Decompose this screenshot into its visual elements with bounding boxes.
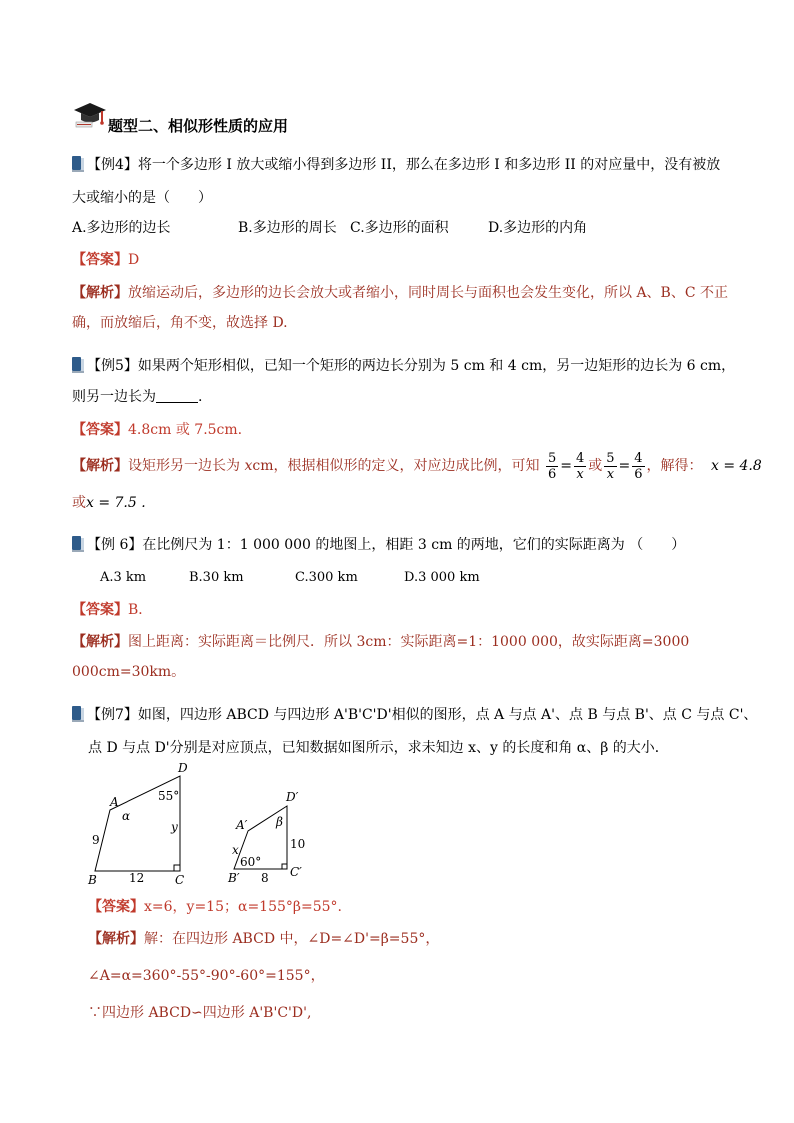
answer-blank (156, 388, 198, 403)
label-side-10: 10 (290, 837, 306, 851)
ex5-analysis-line2: 或x = 7.5 . (72, 495, 146, 511)
fraction-4-6: $\frac{4}{6}$ (634, 450, 643, 482)
ex6-answer: 【答案】B． (72, 602, 153, 618)
option-a: A.3 km (100, 570, 147, 585)
label-b: B (88, 873, 97, 887)
option-b: B.30 km (189, 570, 244, 585)
ex7-analysis-line2: ∠A=α=360°-55°-90°-60°=155°， (88, 968, 325, 984)
label-side-x: x (232, 843, 239, 857)
option-d: D.多边形的内角 (488, 220, 588, 236)
option-d: D.3 000 km (404, 570, 480, 585)
book-icon (72, 357, 85, 373)
ex4-tag: 【例4】 (87, 157, 138, 173)
label-b-prime: B′ (228, 871, 240, 885)
ex5-answer: 【答案】4.8cm 或 7.5cm. (72, 422, 243, 438)
solution-1: x = 4.8 (710, 458, 762, 474)
label-d-prime: D′ (286, 790, 299, 804)
label-side-ab: 9 (92, 833, 100, 847)
ex7-tag: 【例7】 (87, 707, 138, 723)
ex7-figure (82, 760, 322, 890)
ex5-question-line1: 【例5】如果两个矩形相似，已知一个矩形的两边长分别为 5 cm 和 4 cm，另一边矩形的边长为 6 cm， (72, 356, 735, 376)
book-icon (72, 156, 85, 172)
option-c: C.多边形的面积 (350, 220, 449, 236)
ex4-analysis-line1: 【解析】放缩运动后，多边形的边长会放大或者缩小，同时周长与面积也会发生变化，所以 A、B、C 不正 (72, 285, 729, 301)
label-c-prime: C′ (290, 865, 302, 879)
ex5-analysis-line1: 【解析】设矩形另一边长为 xcm，根据相似形的定义，对应边成比例，可知 $\frac{5}{6}$ = $\frac{4}{x}$ 或 $\frac{5}{x}$ = $\frac{4}{6}$ ，解得： x = 4.8 (72, 450, 762, 482)
label-a: A (110, 795, 119, 809)
ex6-tag: 【例 6】 (87, 537, 143, 553)
fraction-4-x: $\frac{4}{x}$ (575, 450, 585, 482)
ex6-question: 【例 6】在比例尺为 1：1 000 000 的地图上，相距 3 cm 的两地，它们的实际距离为 （ ） (72, 535, 685, 555)
ex6-analysis-line2: 000cm=30km。 (72, 664, 186, 680)
ex5-question-line2: 则另一边长为 . (72, 389, 203, 405)
label-angle-b-prime: 60° (240, 855, 262, 869)
ex7-analysis-line1: 【解析】解：在四边形 ABCD 中，∠D=∠D'=β=55°， (88, 931, 440, 947)
label-side-cd: y (171, 820, 178, 834)
option-c: C.300 km (295, 570, 358, 585)
ex7-answer: 【答案】x=6，y=15；α=155°β=55°. (88, 899, 342, 915)
ex7-analysis-line3: ∵四边形 ABCD∽四边形 A'B'C'D', (88, 1005, 312, 1021)
ex6-analysis-line1: 【解析】图上距离：实际距离＝比例尺．所以 3cm：实际距离=1：1000 000，故实际距离=3000 (72, 634, 690, 650)
book-icon (72, 706, 85, 722)
fraction-5-x: $\frac{5}{x}$ (606, 450, 615, 482)
solution-2: x = 7.5 . (86, 495, 146, 511)
ex4-question-line1: 【例4】将一个多边形 I 放大或缩小得到多边形 II，那么在多边形 I 和多边形 II 的对应量中，没有被放 (72, 155, 720, 175)
label-alpha: α (122, 809, 131, 823)
label-a-prime: A′ (236, 818, 248, 832)
ex4-analysis-line2: 确，而放缩后，角不变，故选择 D. (72, 315, 288, 331)
label-d: D (178, 761, 188, 775)
ex4-answer: 【答案】D (72, 252, 140, 268)
label-c: C (175, 873, 185, 887)
label-angle-d: 55° (158, 789, 180, 803)
ex7-question-line1: 【例7】如图，四边形 ABCD 与四边形 A'B'C'D'相似的图形，点 A 与点 A'、点 B 与点 B'、点 C 与点 C'、 (72, 705, 757, 725)
ex4-question-line2: 大或缩小的是（ ） (72, 190, 212, 206)
ex5-tag: 【例5】 (87, 358, 138, 374)
ex7-question-line2: 点 D 与点 D'分别是对应顶点，已知数据如图所示，求未知边 x、y 的长度和角 α、β 的大小． (88, 740, 669, 756)
option-b: B.多边形的周长 (238, 220, 337, 236)
label-side-8: 8 (261, 871, 269, 885)
mortarboard-icon (72, 100, 108, 130)
section-title: 题型二、相似形性质的应用 (108, 117, 289, 135)
fraction-5-6: $\frac{5}{6}$ (547, 450, 557, 482)
option-a: A.多边形的边长 (72, 220, 171, 236)
label-beta: β (276, 815, 283, 829)
label-side-bc: 12 (129, 871, 145, 885)
book-icon (72, 536, 85, 552)
